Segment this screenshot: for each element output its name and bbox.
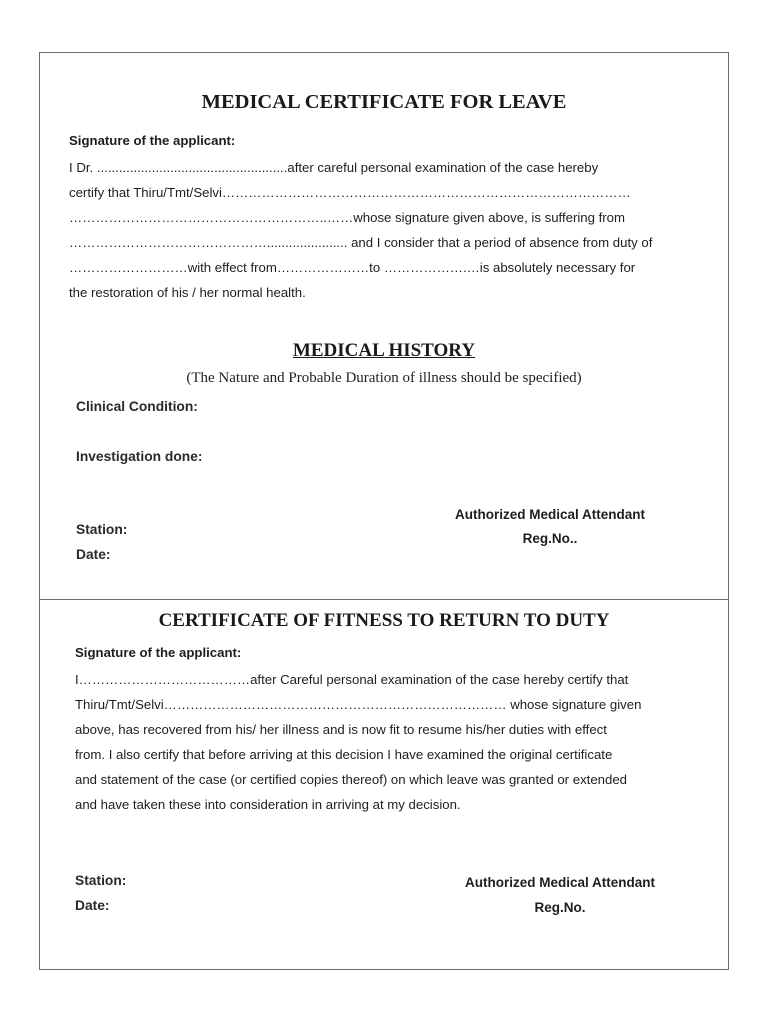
fitness-attendant-label: Authorized Medical Attendant	[464, 875, 655, 890]
leave-body-line-6: the restoration of his / her normal health.	[69, 285, 306, 300]
certificate-border	[39, 52, 729, 970]
leave-date-label: Date:	[76, 547, 111, 562]
leave-body-line-4: ………………………………………...................... and I consider that a period of absence from duty of	[69, 235, 653, 250]
section-divider	[40, 599, 728, 600]
fitness-body-line-5: and statement of the case (or certified copies thereof) on which leave was granted or extended	[75, 772, 627, 787]
leave-reg-label: Reg.No..	[522, 531, 578, 546]
medical-history-subtitle: (The Nature and Probable Duration of illness should be specified)	[186, 370, 582, 386]
leave-station-label: Station:	[76, 522, 128, 537]
investigation-label: Investigation done:	[76, 449, 203, 464]
fitness-certificate-title: CERTIFICATE OF FITNESS TO RETURN TO DUTY	[158, 610, 610, 631]
fitness-reg-label: Reg.No.	[534, 900, 586, 915]
fitness-signature-label: Signature of the applicant:	[75, 645, 242, 660]
leave-body-line-2: certify that Thiru/Tmt/Selvi…………………………………………………………………………………	[69, 185, 631, 200]
medical-history-title: MEDICAL HISTORY	[292, 340, 476, 361]
fitness-station-label: Station:	[75, 873, 127, 888]
fitness-body-line-2: Thiru/Tmt/Selvi…………………………………………………………………… whose signature given	[75, 697, 642, 712]
fitness-date-label: Date:	[75, 898, 110, 913]
leave-body-line-5: ………………………with effect from…………………to ……………….…is absolutely necessary for	[69, 260, 636, 275]
leave-body-line-3: …………………………………………………..……whose signature given above, is suffering from	[69, 210, 625, 225]
fitness-body-line-1: I…………………………………after Careful personal examination of the case hereby certify that	[75, 672, 629, 687]
leave-attendant-label: Authorized Medical Attendant	[454, 507, 645, 522]
leave-signature-label: Signature of the applicant:	[69, 133, 236, 148]
fitness-body-line-6: and have taken these into consideration in arriving at my decision.	[75, 797, 461, 812]
fitness-body-line-4: from. I also certify that before arriving at this decision I have examined the original certificate	[75, 747, 613, 762]
fitness-body-line-3: above, has recovered from his/ her illness and is now fit to resume his/her duties with effect	[75, 722, 607, 737]
clinical-condition-label: Clinical Condition:	[76, 399, 198, 414]
leave-body-line-1: I Dr. ....................................................after careful personal examination of the case hereby	[69, 160, 599, 175]
leave-certificate-title: MEDICAL CERTIFICATE FOR LEAVE	[201, 91, 567, 113]
